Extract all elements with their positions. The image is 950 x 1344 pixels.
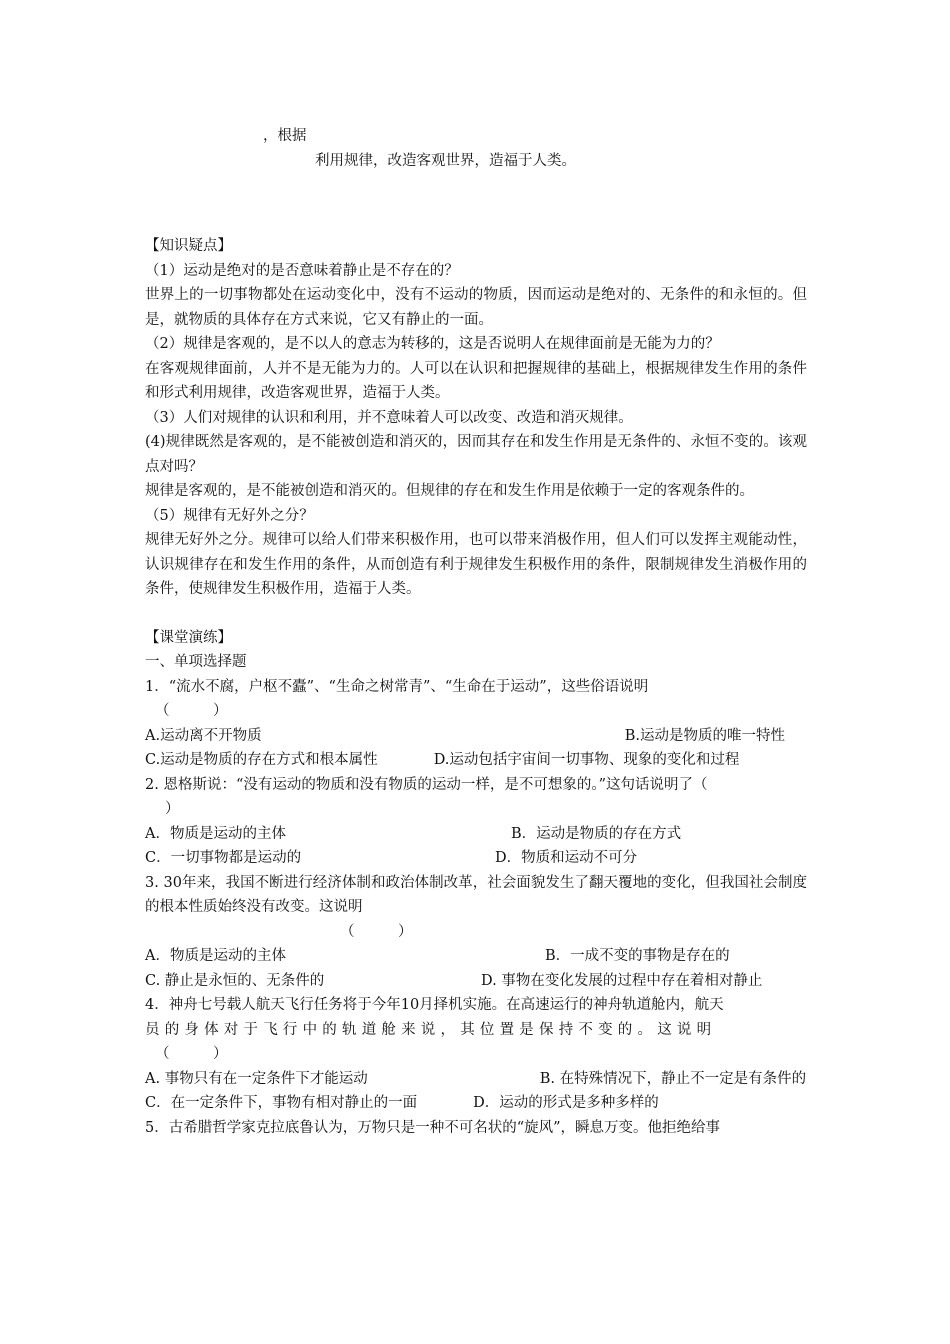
knowledge-answer-4: 规律是客观的，是不能被创造和消灭的。但规律的存在和发生作用是依赖于一定的客观条件的。 (145, 483, 754, 499)
question-4-option-a: A. 事物只有在一定条件下才能运动 (145, 1070, 368, 1087)
knowledge-question-4: (4)规律既然是客观的，是不能被创造和消灭的，因而其存在和发生作用是无条件的、永恒不变的。该观点对吗？ (145, 434, 807, 475)
question-4-options-row-1 (145, 1067, 807, 1092)
knowledge-question-3: （3）人们对规律的认识和利用，并不意味着人可以改变、改造和消灭规律。 (145, 409, 633, 426)
question-1-options-row-2 (145, 748, 807, 773)
question-2-options-row-2 (145, 846, 807, 871)
knowledge-answer-5: 规律无好外之分。规律可以给人们带来积极作用，也可以带来消极作用，但人们可以发挥主观能动性，认识规律存在和发生作用的条件，从而创造有利于规律发生积极作用的条件，限制规律发生消极作用的条件，使规律发生积极作用，造福于人类。 (145, 532, 807, 597)
question-4-option-c: C．在一定条件下，事物有相对静止的一面 (145, 1095, 418, 1111)
document-page (145, 124, 807, 1140)
question-3-options-row-1 (145, 944, 807, 969)
question-3-stem: 3. 30年来，我国不断进行经济体制和政治体制改革，社会面貌发生了翻天覆地的变化，但我国社会制度的根本性质始终没有改变。这说明 (145, 874, 807, 915)
knowledge-question-2: （2）规律是客观的，是不以人的意志为转移的，这是否说明人在规律面前是无能为力的？ (145, 336, 720, 352)
spacer (145, 173, 807, 234)
question-3-option-c: C. 静止是永恒的、无条件的 (145, 972, 325, 989)
knowledge-answer-2: 在客观规律面前，人并不是无能为力的。人可以在认识和把握规律的基础上，根据规律发生作用的条件和形式利用规律，改造客观世界，造福于人类。 (145, 360, 807, 401)
question-2-options-row-1 (145, 822, 807, 847)
question-4-stem-2: 员的身体对于飞行中的轨道舱来说，其位置是保持不变的。这说明 (145, 1021, 717, 1038)
question-4-paren: （ ） (155, 1046, 228, 1062)
practice-heading: 【课堂演练】 (145, 629, 232, 646)
question-2-option-a: A．物质是运动的主体 (145, 825, 286, 842)
knowledge-question-5: （5）规律有无好外之分？ (145, 507, 314, 524)
question-3-paren: （ ） (340, 923, 413, 940)
question-1-option-b: B.运动是物质的唯一特性 (624, 727, 785, 744)
fragment-line-2: 利用规律，改造客观世界，造福于人类。 (315, 152, 576, 169)
section-title: 一、单项选择题 (145, 654, 247, 670)
question-2-option-c: C．一切事物都是运动的 (145, 850, 302, 866)
question-1-option-a: A.运动离不开物质 (145, 727, 262, 744)
question-2-option-d: D．物质和运动不可分 (495, 850, 638, 866)
question-4-stem: 4．神舟七号载人航天飞行任务将于今年10月择机实施。在高速运行的神舟轨道舱内，航天 (145, 997, 724, 1013)
question-4-options-row-2 (145, 1091, 807, 1116)
spacer (145, 602, 807, 626)
question-1-stem: 1．“流水不腐，户枢不蠹”、“生命之树常青”、“生命在于运动”，这些俗语说明 (145, 678, 649, 695)
question-4-option-d: D．运动的形式是多种多样的 (473, 1095, 659, 1111)
question-3-option-d: D. 事物在变化发展的过程中存在着相对静止 (481, 972, 763, 989)
question-2-option-b: B．运动是物质的存在方式 (511, 825, 682, 842)
question-1-paren: （ ） (155, 703, 228, 719)
fragment-line-1: ，根据 (263, 128, 307, 144)
question-1-option-d: D.运动包括宇宙间一切事物、现象的变化和过程 (433, 752, 740, 768)
question-1-options-row-1 (145, 724, 807, 749)
knowledge-question-1: （1）运动是绝对的是否意味着静止是不存在的？ (145, 262, 459, 279)
question-3-option-b: B．一成不变的事物是存在的 (545, 948, 730, 964)
knowledge-answer-1: 世界上的一切事物都处在运动变化中，没有不运动的物质，因而运动是绝对的、无条件的和永恒的。但是，就物质的具体存在方式来说，它又有静止的一面。 (145, 287, 807, 328)
question-2-stem: 2. 恩格斯说：“没有运动的物质和没有物质的运动一样，是不可想象的。”这句话说明了（ (145, 776, 708, 793)
question-5-stem: 5．古希腊哲学家克拉底鲁认为，万物只是一种不可名状的“旋风”，瞬息万变。他拒绝给事 (145, 1119, 721, 1136)
question-1-option-c: C.运动是物质的存在方式和根本属性 (145, 752, 378, 768)
question-2-paren: ） (165, 801, 180, 817)
question-3-option-a: A．物质是运动的主体 (145, 948, 286, 964)
knowledge-heading: 【知识疑点】 (145, 238, 232, 254)
question-4-option-b: B. 在特殊情况下，静止不一定是有条件的 (539, 1070, 807, 1087)
question-3-options-row-2 (145, 969, 807, 994)
